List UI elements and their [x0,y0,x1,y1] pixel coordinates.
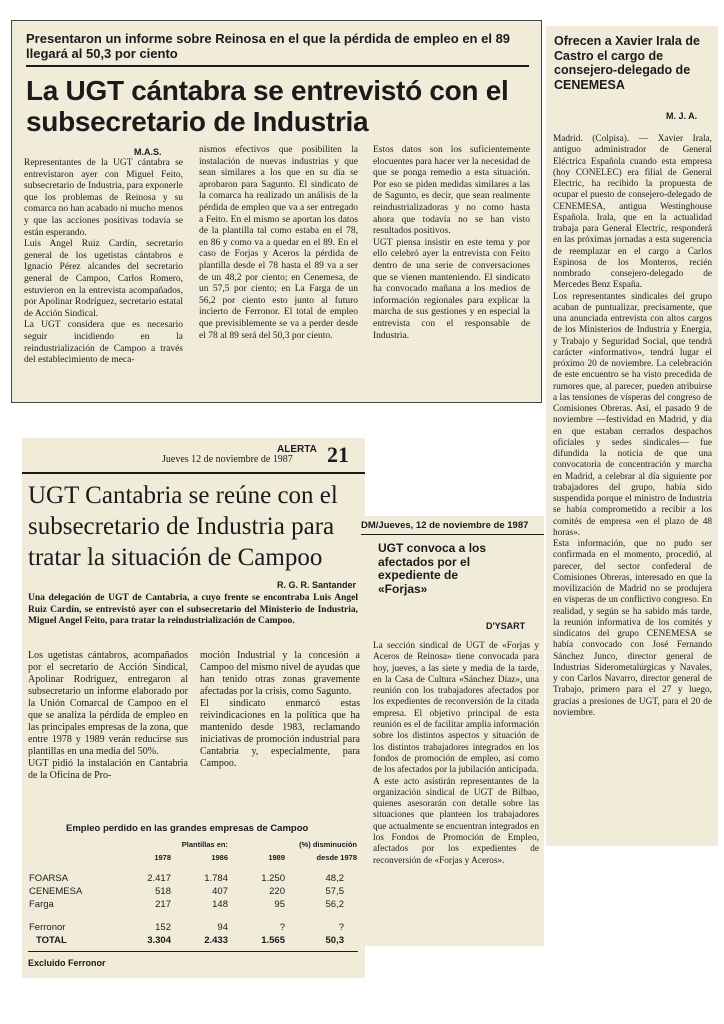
company-cell: TOTAL [36,935,67,946]
table-row [28,885,358,898]
clipping-alerta [22,438,365,978]
article1-byline: M.A.S. [134,147,162,157]
article4-body: La sección sindical de UGT de «Forjas y Aceros de Reinosa» tiene convocada para hoy, jueves, a las siete y media de la tarde, en la Casa de Cultura «Sánchez Díaz», una reunión con los trabajadores afectados por los expedientes de reconversión de la citada empresa. El objetivo principal de esta reunión es el de facilitar amplia información sobre los distintos aspectos y situación de los distintos trabajadores integrados en los fondos de promoción de empleo, así como de los afectados por la jubilación anticipada. A este acto asistirán representantes de la organización sindical de UGT de Bilbao, quienes asesorarán con detalle sobre las situaciones que planteen los trabajadores que actualmente se encuentran integrados en los Fondos de Promoción de Empleo, afectados por los expedientes de reconversión de «Forjas y Aceros». [373,641,539,866]
article4-headline: UGT convoca a los afectados por el expediente de «Forjas» [378,541,487,596]
article3-headline: UGT Cantabria se reúne con el subsecretario de Industria para tratar la situación de Campoo [28,482,338,571]
value-cell: 1.784 [204,873,228,884]
masthead: ALERTA [277,444,317,455]
value-cell: 220 [269,886,285,897]
article2-byline: M. J. A. [666,111,698,121]
value-cell: 148 [212,899,228,910]
masthead-rule [22,472,365,474]
header-top-cell: (%) disminución [299,840,357,849]
article3-lead: Una delegación de UGT de Cantabria, a cuyo frente se encontraba Luis Angel Ruiz Cardín, se entrevistó ayer con el subsecretario del Ministerio de Industria, Miguel Angel Feito, para tratar la reindustrialización de Campoo. [28,593,358,627]
article1-column-2: nismos efectivos que posibiliten la instalación de nuevas industrias y que sean similares a los que en su día se aprobaron para Sagunto. El sindicato de la comarca ha realizado un análisis de la pérdida de empleo que va a ser entregado a Feito. En el mismo se aportan los datos de la plantilla tal como estaba en el 78, en 86 y como va a quedar en el 89. En el caso de Forjas y Aceros la pérdida de plantilla desde el 78 hasta el 89 va a ser de un 48,2 por ciento; en Cenemesa, de un 57,5 por ciento; en La Farga de un 56,2 por ciento esto junto al futuro incierto de Ferronor. El total de empleo que previsiblemente se va a perder desde el 78 al 89 será del 50,3 por ciento. [199,145,358,341]
employment-table [28,823,358,968]
table-footnote-rule [28,951,358,952]
header-top-cell: Plantillas en: [181,840,228,849]
value-cell: 50,3 [325,935,344,946]
article2-body: Madrid. (Colpisa). — Xavier Irala, antiguo administrador de General Eléctrica Española cuando esta empresa (hoy CONELEC) era filial de General Electric, ha recibido la propuesta de ocupar el puesto de consejero-delegado de CENEMESA, antigua Westinghouse Española. Irala, que en la actualidad trabaja para General Electric, responderá en las próximas jornadas a esta sugerencia de reemplazar en el cargo a Carlos Espinosa de los Monteros, recién nombrado consejero-delegado de Mercedes Benz España. Los representantes sindicales del grupo acaban de puntualizar, precisamente, que una anunciada entrevista con altos cargos de los Ministerios de Industria y Energía, y Trabajo y Seguridad Social, que tendrá carácter «informativo», tendrá lugar el próximo 20 de noviembre. La celebración de este encuentro se ha visto precedida de rumores que, al parecer, pueden atribuirse a las tensiones de vísperas del congreso de Comisiones Obreras. Así, el pasado 9 de noviembre —festividad en Madrid, y día en que estaban cerrados despachos oficiales y sedes sindicales— fue difundida la noticia de que una convocatoria de concentración y marcha en Madrid, a celebrar al día siguiente por trabajadores del grupo, había sido suspendida porque el ministro de Industria se había comprometido a recibir a los comités de empresa «en el plazo de 48 horas». Esta información, que no pudo ser confirmada en el momento, procedió, al parecer, del sector confederal de Comisiones Obreras, interesado en que la movilización de Madrid no se produjera en vísperas de un conflictivo congreso. En realidad, y según se ha sabido más tarde, la reunión informativa de los comités y sindicatos del grupo CENEMESA se había convocado con José Fernando Sánchez Junco, director general de Industrias Siderometalúrgicas y Navales, y con Carlos Navarro, director general de Trabajo, primero para el 27 y luego, gracias a presiones de UGT, para el 20 de noviembre. [553,134,712,718]
value-cell: 407 [212,886,228,897]
issue-date: Jueves 12 de noviembre de 1987 [162,454,293,465]
header-cell [28,851,125,864]
company-cell: FOARSA [29,873,69,884]
value-cell: ? [338,922,344,933]
header-cell: 1989 [268,853,285,862]
header-cell: 1986 [211,853,228,862]
value-cell: 217 [155,899,171,910]
company-cell: CENEMESA [29,886,83,897]
value-cell: 57,5 [325,886,344,897]
article1-column-1: Representantes de la UGT cántabra se entrevistaron ayer con Miguel Feito, subsecretario de Industria, para exponerle que los problemas de Reinosa y su comarca no han acabado ni mucho menos y que las acciones positivas todavía se están esperando. Luis Angel Ruiz Cardín, secretario general de los ugetistas cántabros e Ignacio Pérez alcandes del secretario general de Campoo, Carlos Romero, estuvieron en la entrevista acompañados, por Apolinar Rodríguez, secretario estatal de Acción Sindical. La UGT considera que es necesario seguir incidiendo en la reindustrialización de Campoo a través del establecimiento de meca- [24,158,183,366]
table-footnote: Excluido Ferronor [28,958,106,968]
article3-column-1: Los ugetistas cántabros, acompañados por el secretario de Acción Sindical, Apolinar Rodríguez, entregaron al subsecretario un informe elaborado por la Unión Comarcal de Campoo en el que se analiza la pérdida de empleo en las principales empresas de la zona, que entre 1978 y 1989 verán reducirse sus plantillas en una media del 50%. UGT pidió la instalación en Cantabria de la Oficina de Pro- [28,650,188,781]
clipping-dm-forjas [361,516,544,946]
value-cell: 1.250 [261,873,285,884]
value-cell: 518 [155,886,171,897]
value-cell: 3.304 [147,935,171,946]
table-row [28,898,358,911]
article1-kicker: Presentaron un informe sobre Reinosa en el que la pérdida de empleo en el 89 llegará al 50,3 por ciento [26,31,511,61]
company-cell: Ferronor [29,922,66,933]
kicker-rule [26,65,529,67]
value-cell: 2.433 [204,935,228,946]
clipping-reinosa-report [11,20,542,403]
article4-byline: D'YSART [486,621,526,631]
value-cell: 48,2 [325,873,344,884]
value-cell: 95 [274,899,285,910]
header-top-cell [125,838,172,851]
value-cell: 2.417 [147,873,171,884]
table-row [28,921,358,934]
dm-dateline: DM/Jueves, 12 de noviembre de 1987 [361,520,529,531]
article1-headline: La UGT cántabra se entrevistó con el subsecretario de Industria [26,75,509,137]
value-cell: 152 [155,922,171,933]
header-top-cell [229,838,286,851]
value-cell: 1.565 [261,935,285,946]
table-total-row [28,934,358,947]
page-number: 21 [327,442,349,467]
value-cell: ? [279,922,285,933]
table-title: Empleo perdido en las grandes empresas de Campoo [66,823,309,834]
header-cell: 1978 [154,853,171,862]
dateline-rule [361,534,544,535]
header-cell: desde 1978 [316,853,357,862]
table-row [28,872,358,885]
article3-byline: R. G. R. Santander [277,580,357,590]
clipping-cenemesa [546,26,718,846]
article1-column-3: Estos datos son los suficientemente elocuentes para hacer ver la necesidad de que se ponga remedio a esta situación. Por eso se piden medidas similares a las de Sagunto, es decir, que sean realmente reindustrializadoras y no como hasta ahora que todavía no se han visto resultados positivos. UGT piensa insistir en este tema y por ello celebró ayer la entrevista con Feito dentro de una serie de conversaciones que se vienen manteniendo. El sindicato ha convocado mañana a los medios de información regionales para explicar la marcha de sus gestiones y en especial la entrevista con el responsable de Industria. [373,145,530,341]
value-cell: 94 [217,922,228,933]
company-cell: Farga [29,899,54,910]
article2-headline: Ofrecen a Xavier Irala de Castro el cargo de consejero-delegado de CENEMESA [554,34,700,92]
article3-column-2: moción Industrial y la concesión a Campoo del mismo nivel de ayudas que han tenido otras zonas gravemente afectadas por la crisis, como Sagunto. El sindicato enmarcó estas reivindicaciones en la política que ha mantenido desde 1983, reclamando iniciativas de promoción industrial para Cantabria y, especialmente, para Campoo. [200,650,360,769]
value-cell: 56,2 [325,899,344,910]
header-top-cell [28,838,125,851]
